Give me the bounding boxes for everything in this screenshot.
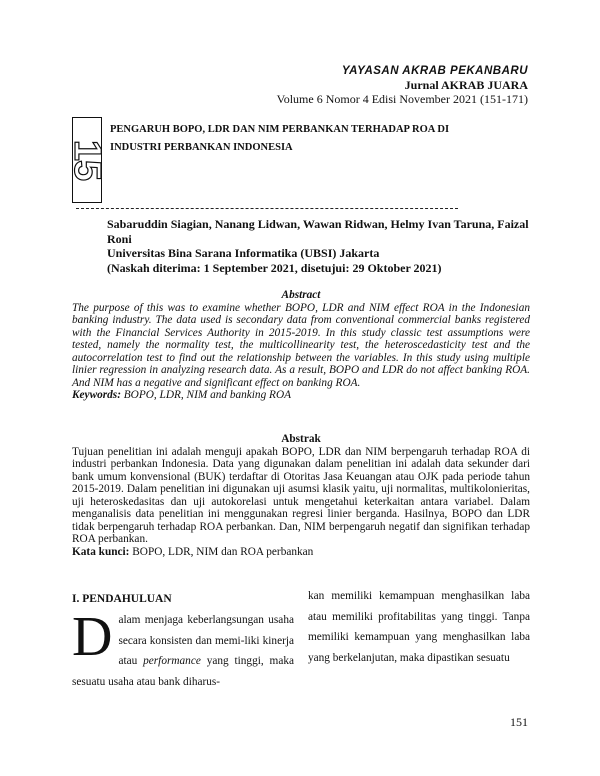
paper-title bbox=[110, 121, 510, 157]
body-column-left bbox=[72, 606, 294, 692]
keywords-label: Keywords: bbox=[72, 389, 121, 401]
chapter-number-box bbox=[66, 117, 108, 203]
journal-name: Jurnal AKRAB JUARA bbox=[404, 78, 528, 92]
abstract-english bbox=[72, 289, 530, 402]
left-text-emphasis: performance bbox=[143, 655, 201, 667]
left-text-a: alam menjaga keberlangsungan usaha secara konsisten dan memi-liki kinerja atau bbox=[118, 614, 294, 667]
abstrak-body: Tujuan penelitian ini adalah menguji apakah BOPO, LDR dan NIM berpengaruh terhadap ROA di industri perbankan Indonesia. Data yang digunakan dalam penelitian ini adalah data sekunder dari bank umum konvensional (BUK) terdaftar di Otoritas Jasa Keuangan atau OJK pada periode tahun 2015-2019. Dalam penelitian ini digunakan uji asumsi klasik yaitu, uji normalitas, multikolonieritas, uji heteroskedasitas dan uji autokorelasi untuk mengetahui keterkaitan antara variabel. Dalam menganalisis data penelitian ini menggunakan regresi linier berganda. Hasilnya, BOPO dan LDR tidak berpengaruh terhadap ROA perbankan. Dan, NIM berpengaruh negatif dan signifikan terhadap ROA perbankan. bbox=[72, 445, 530, 545]
author-names-line-2: Roni bbox=[107, 231, 132, 246]
affiliation: Universitas Bina Sarana Informatika (UBSI) Jakarta bbox=[107, 246, 380, 260]
abstrak-heading: Abstrak bbox=[281, 433, 321, 445]
drop-cap: D bbox=[72, 606, 113, 668]
kata-kunci-line bbox=[72, 546, 530, 559]
abstract-heading: Abstract bbox=[281, 289, 321, 301]
abstract-indonesian bbox=[72, 433, 530, 558]
section-heading: I. PENDAHULUAN bbox=[72, 593, 172, 605]
dashed-divider bbox=[76, 208, 458, 209]
foundation-name: YAYASAN AKRAB PEKANBARU bbox=[341, 65, 528, 77]
publisher-header bbox=[277, 64, 528, 106]
keywords-text: BOPO, LDR, NIM and banking ROA bbox=[123, 389, 292, 401]
chapter-number: 15 bbox=[66, 139, 108, 181]
submission-dates: (Naskah diterima: 1 September 2021, disetujui: 29 Oktober 2021) bbox=[107, 260, 442, 275]
kata-kunci-text: BOPO, LDR, NIM dan ROA perbankan bbox=[132, 545, 314, 558]
title-line-1: PENGARUH BOPO, LDR DAN NIM PERBANKAN TERHADAP ROA DI bbox=[110, 124, 450, 135]
body-column-right: kan memiliki kemampuan menghasilkan laba atau memiliki profitabilitas yang tinggi. Tanpa memiliki kemampuan yang menghasilkan laba yang berkelanjutan, maka dipastikan sesuatu bbox=[308, 590, 530, 664]
page-number: 151 bbox=[510, 715, 528, 729]
keywords-line bbox=[72, 389, 530, 402]
volume-info: Volume 6 Nomor 4 Edisi November 2021 (151-171) bbox=[276, 92, 528, 106]
author-names-line-1: Sabaruddin Siagian, Nanang Lidwan, Wawan Ridwan, Helmy Ivan Taruna, Faizal bbox=[107, 217, 529, 231]
left-text-b: yang tinggi, maka sesuatu usaha atau bank diharus- bbox=[72, 655, 294, 688]
author-block bbox=[107, 217, 532, 275]
abstract-body: The purpose of this was to examine whether BOPO, LDR and NIM effect ROA in the Indonesian banking industry. The data used is secondary data from conventional commercial banks registered with the Financial Services Authority in 2015-2019. In this study classic test assumptions were tested, namely the normality test, the multicollinearity test, the heteroscedasticity test and the autocorrelation test to find out the relationship between the variables. In this study using multiple linier regression in analyzing research data. As a result, BOPO and LDR do not affect banking ROA. And NIM has a negative and significant effect on banking ROA. bbox=[72, 301, 530, 389]
kata-kunci-label: Kata kunci: bbox=[72, 545, 130, 558]
title-line-2: INDUSTRI PERBANKAN INDONESIA bbox=[110, 142, 293, 153]
